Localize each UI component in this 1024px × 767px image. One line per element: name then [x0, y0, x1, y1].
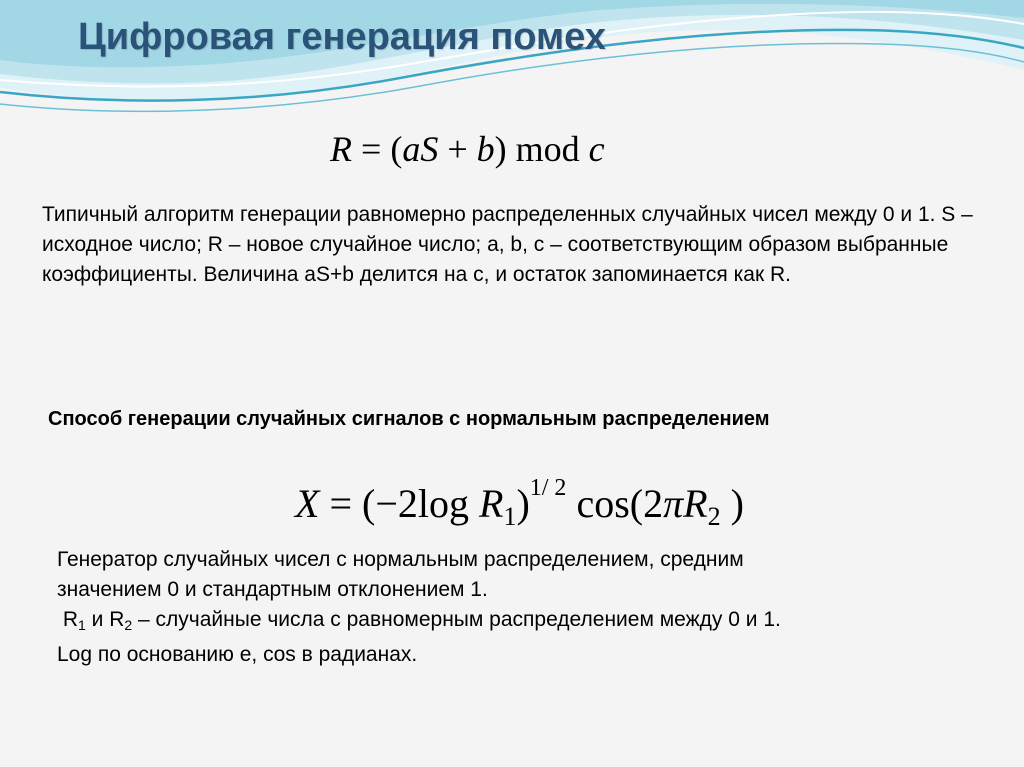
- paragraph-normal-generator: [57, 545, 1007, 670]
- paragraph-lcg-description: Типичный алгоритм генерации равномерно распределенных случайных чисел между 0 и 1. S – исходное число; R – новое случайное число; a, b, c – соответствующим образом выбранные коэффициенты. Величина aS+b делится на c, и остаток запоминается как R.: [42, 203, 973, 286]
- para2-sub1: 1: [78, 617, 86, 633]
- formula1-b: b: [476, 129, 495, 169]
- formula2-sub1: 1: [503, 502, 517, 531]
- formula1-open: (: [390, 129, 403, 169]
- formula2-sub2: 2: [707, 502, 721, 531]
- formula2-r1: R: [479, 481, 504, 526]
- para2-line-3: [57, 605, 1007, 640]
- para2-line-4: Log по основанию e, cos в радианах.: [57, 643, 418, 666]
- para2-and-r2: и R: [85, 608, 125, 631]
- formula2-log: log: [417, 481, 479, 526]
- formula1-close: ): [494, 129, 507, 169]
- para2-line3-rest: – случайные числа с равномерным распределением между 0 и 1.: [132, 608, 781, 631]
- formula-lcg: [330, 128, 605, 170]
- formula1-s: S: [420, 129, 439, 169]
- formula1-a: a: [402, 129, 421, 169]
- para2-sub2: 2: [124, 617, 133, 633]
- formula2-cos: cos(2: [566, 481, 664, 526]
- formula2-eq: = (−2: [319, 481, 418, 526]
- para2-line-2: значением 0 и стандартным отклонением 1.: [57, 578, 488, 601]
- formula2-close1: ): [516, 481, 530, 526]
- formula1-eq: =: [361, 129, 382, 169]
- formula2-x: X: [295, 481, 320, 526]
- formula-box-muller: [295, 475, 744, 532]
- formula1-r: R: [330, 129, 352, 169]
- para2-r1: R: [62, 608, 79, 631]
- formula2-pi: π: [663, 481, 684, 526]
- para2-line-1: Генератор случайных чисел с нормальным распределением, средним: [57, 548, 744, 571]
- slide-title: Цифровая генерация помех: [78, 16, 606, 58]
- formula2-r2: R: [683, 481, 708, 526]
- formula1-c: c: [588, 129, 605, 169]
- formula2-exponent: 1/ 2: [529, 475, 567, 501]
- formula1-mod: mod: [515, 129, 580, 169]
- formula2-close2: ): [720, 481, 744, 526]
- subheading-normal-distribution: Способ генерации случайных сигналов с нормальным распределением: [48, 408, 770, 430]
- formula1-plus: +: [447, 129, 468, 169]
